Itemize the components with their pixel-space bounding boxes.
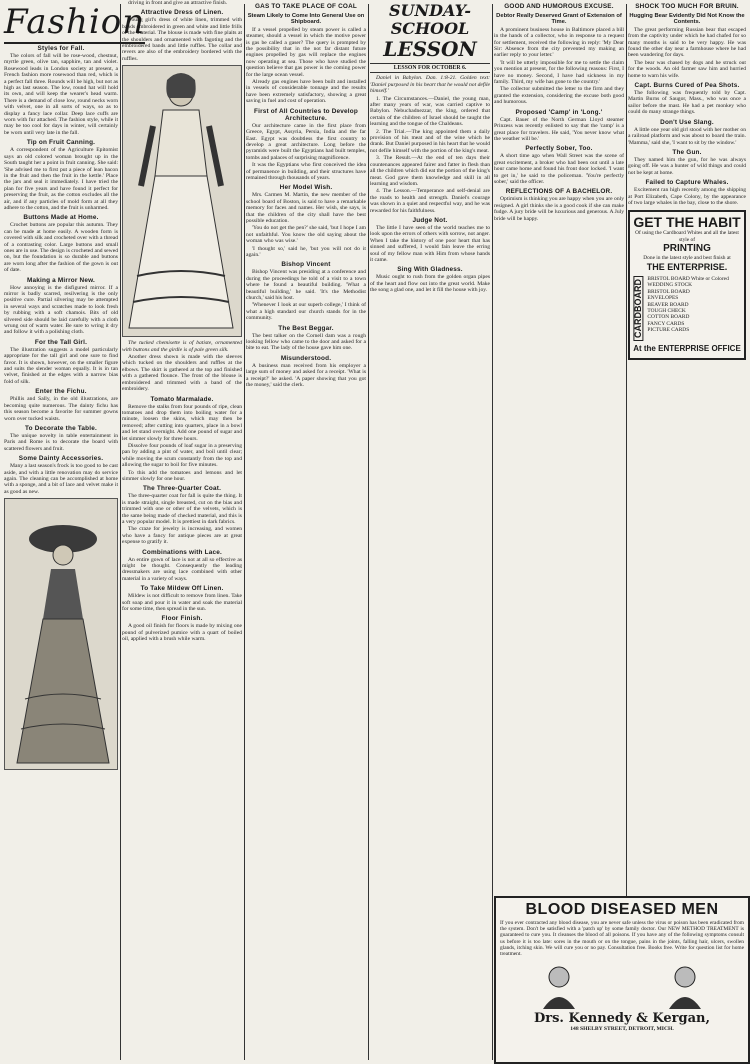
gas-body: If a vessel propelled by steam power is called a steamer, should a vessel in which the motive power is gas be called a gaser? The query is prompted by the possibility that in the not far distant future engines propelled by gas will replace the engines now operating at sea. Those who have studied the question believe that gas power is the coming power for the large ocean vessel.: [246, 26, 366, 78]
gas-heading: GAS TO TAKE PLACE OF COAL: [254, 3, 358, 10]
stock-list: [647, 276, 728, 341]
tomato-heading: Tomato Marmalade.: [150, 395, 214, 403]
linen-dress-heading: Attractive Dress of Linen.: [140, 9, 224, 17]
mirror-body: How annoying is the disfigured mirror. If a mirror is badly scarred, resilvering is the only positive cure. Partial silvering may be attempted in several ways and scratches made to look fresh by rubbing with a soft chamois. Bits of old silvered side should be laid carefully with a cloth wrung out of warm water. Be sure to wring it dry and follow it with a polishing cloth.: [4, 284, 118, 336]
stock-item: BEAVER BOARD: [647, 301, 689, 308]
tip-body: A correspondent of the Agriculture Epitomist says an old colored woman brought up in the South taught her a point in fruit canning. She said: 'She advised me to first put a piece of lean bacon in the fruit and then the fruit in the kettle.' Place the jars and seal it immediately. I have tried the plan for five years and have found it perfect for preserving the fruit, as the cotton excludes all the air, and if any particles of mold form at all they adhere to the cotton, and the fruit is unharmed.: [4, 147, 118, 211]
camp-heading: Proposed 'Camp' in 'Long.': [515, 108, 603, 116]
printing-headline: PRINTING: [663, 242, 711, 254]
fashion-logo: Fashion: [4, 2, 146, 42]
lace-heading: Combinations with Lace.: [142, 548, 222, 556]
lesson-body-3: 3. The Result.—At the end of ten days their countenances appeared fairer and fatter in flesh than all the children which did eat the portion of the king's meat. God gave them knowledge and skill in all learning and wisdom.: [370, 155, 490, 187]
sober-heading: Perfectly Sober, Too.: [525, 145, 593, 153]
girl-dress-icon: [123, 66, 241, 334]
lace-body: An entire gown of lace is not at all so effective as might be thought. Consequently the leading dressmakers are using lace combined with other material in a variety of ways.: [122, 556, 242, 582]
shock-heading: SHOCK TOO MUCH FOR BRUIN.: [635, 3, 739, 10]
tall-girl-body: The illustration suggests a model particularly appropriate for the tall girl and one sure to find favor. It is shown, however, on the smaller figure and suits the slender woman equally. It is in tan velvet, finished at the edges with a narrow bias fold of silk.: [4, 346, 118, 385]
model-wish-heading: Her Model Wish.: [279, 184, 333, 192]
blood-diseased-ad: [494, 896, 750, 1064]
styles-heading: Styles for Fall.: [37, 45, 85, 52]
column-six: [628, 0, 746, 892]
linen-dress-body: Young girl's dress of white linen, trimmed with bands embroidered in green and white and little frills of the material. The blouse is made with fine plaits at the shoulders and ornamented with fagoting and the embroidered bands and little ruffles. The collar and revers are also of the embroidery bordered with the ruffles.: [122, 17, 242, 62]
sing-body: Music ought to rush from the golden organ pipes of the heart and flow out into the great world. Make the song a glad one, and let it fill the house with joy.: [370, 274, 490, 294]
fichu-body: Phillis and Sally, in the old illustrations, are becoming quite numerous. The dainty fichu has this season become a favorite for summer gowns worn over tucked waists.: [4, 396, 118, 422]
top-body: driving in front and give an attractive finish.: [128, 0, 228, 6]
model-wish-body: Mrs. Carmen M. Martin, the new member of the school board of Boston, is said to have a remarkable memory for faces and names. Her wish, she says, is that the children of the city shall have the best possible education.: [246, 192, 366, 224]
decorate-body: The unique novelty in table entertainment in Paris and Rome is to decorate the board with scattered flowers and fruit.: [4, 432, 118, 452]
stock-item: COTTON BOARD: [647, 314, 690, 321]
model-wish-body-2: 'You do not get the pen?' she said, 'but I hope I am not unfaithful. You know the old saying about the woman who was wise.': [246, 225, 366, 245]
camp-body: Capt. Bauer of the North German Lloyd steamer Prinzess was recently enlisted to say that the 'camp' is a great place for travelers. He said, 'You never know what the weather will be.': [494, 116, 624, 142]
dissolve-body: Dissolve four pounds of loaf sugar in a preserving pan by adding a pint of water, and boil until clear; while moving the scum constantly from the top and allowing the sugar to boil for five minutes.: [122, 442, 242, 469]
doctors-address: 148 SHELBY STREET, DETROIT, MICH.: [570, 1026, 674, 1033]
reflections-heading: REFLECTIONS OF A BACHELOR.: [505, 188, 613, 196]
mildew-body: Mildew is not difficult to remove from linen. Take soft soap and pour it in water and soak the material for some time, then spread in the sun.: [122, 593, 242, 613]
bishop-heading: Bishop Vincent: [281, 261, 331, 269]
floor-body: A good oil finish for floors is made by mixing one pound of pulverized pumice with a quart of boiled oil, applied with a brush while warm.: [122, 623, 242, 643]
gun-heading: The Gun.: [672, 148, 702, 156]
column-two: [122, 0, 242, 1064]
capt-heading: Capt. Burns Cured of Pea Shots.: [634, 82, 740, 90]
beggar-body: The best talker on the Cornell dam was a rough looking fellow who came to the door and asked for a bite to eat. The lady of the house gave him one.: [246, 332, 366, 352]
slang-body: A little one year old girl stood with her mother on a railroad platform and was about to board the train. 'Mamma,' said she, 'I want to sit by the window.': [628, 126, 746, 146]
gun-body: They named him the gun, for he was always going off. He was a hunter of wild things and could not be kept at home.: [628, 156, 746, 176]
portrait-icon: [665, 961, 705, 1009]
column-rule: [244, 4, 245, 1060]
dainty-heading: Some Dainty Accessories.: [18, 455, 104, 463]
logo-bottom-line: LESSON: [383, 37, 477, 61]
misunderstood-body: A business man received from his employer a large sum of money and asked for a receipt. 'What is a receipt?' he asked. 'A paper showing that you got the money,' said the clerk.: [246, 362, 366, 389]
sunday-school-logo: [370, 2, 490, 60]
misunderstood-heading: Misunderstood.: [280, 354, 332, 362]
architecture-heading: First of All Countries to Develop Architecture.: [253, 107, 358, 122]
stock-item: WEDDING STOCK: [647, 282, 693, 289]
doctors-name: Drs. Kennedy & Kergan,: [533, 1011, 710, 1027]
caption: The tucked chemisette is of batiste, ornamented with buttons and the girdle is of pale green silk.: [122, 340, 242, 353]
decorate-heading: To Decorate the Table.: [25, 424, 97, 432]
lesson-body-2: 2. The Trial.—The king appointed them a daily provision of his meat and of the wine which he drank. But Daniel purposed in his heart that he would not defile himself with the portion of the king's meat.: [370, 128, 490, 154]
portrait-icon: [539, 961, 579, 1009]
blood-title: BLOOD DISEASED MEN: [525, 901, 719, 918]
styles-body: The colors of fall will be rose-wood, chestnut, myrtle green, olive tan, sapphire, tan and violet. Rosewood leads in London society at present, a French fashion more rosewood than red, which is a perfect fall three. Rounds will be high, but not as high as last season. The low, round hat will hold its own, and will keep the wearer's head warm. There is a demand of close low, round necks worn with velvet, one in all sorts of ways, so as to display a fancy lace collar. Deep lace cuffs are worn with fur attached. The fashion style, while it may be too cool for days in winter, will certainly be worn until very late in the fall.: [4, 53, 118, 136]
tall-girl-heading: For the Tall Girl.: [34, 338, 88, 346]
quarter-coat-heading: The Three-Quarter Coat.: [142, 485, 222, 493]
enterprise-text: Done in the latest style and best finish at: [643, 254, 731, 261]
woman-figure-icon: [5, 499, 117, 767]
shock-subheading: Hugging Bear Evidently Did Not Know the Contents.: [629, 13, 745, 26]
lesson-sub: Daniel in Babylon. Dan. 1:8-21. Golden text: 'Daniel purposed in his heart that he would not defile himself.': [370, 75, 490, 95]
stock-item: BRISTOL BOARD: [647, 288, 690, 295]
column-five: [494, 0, 624, 892]
lesson-body-4: 4. The Lesson.—Temperance and self-denial are the roads to health and strength. Daniel's courage was shown in a quiet and respectful way, and he was rewarded for his faithfulness.: [370, 188, 490, 214]
beggar-heading: The Best Beggar.: [278, 324, 334, 332]
sober-body: A short time ago when Wall Street was the scene of great excitement, a broker who had been out until a late hour came home and found his front door locked. 'I want to get in,' he said to the policeman. 'You're perfectly sober,' said the officer.: [494, 153, 624, 185]
mildew-heading: To Take Mildew Off Linen.: [140, 585, 224, 593]
reflections-body: Optimism is thinking you are happy when you are only resigned. A girl thinks she is a good cook if she can make fudge. A jury bride will be luxurious and generous. A July bride will be happy.: [494, 196, 624, 222]
dress-illustration: [122, 65, 242, 337]
stock-item: ENVELOPES: [647, 295, 679, 302]
stock-item: PICTURE CARDS: [647, 327, 690, 334]
sunday-school-column: [370, 0, 490, 1064]
stock-item: BRISTOL BOARD White or Colored: [647, 275, 729, 282]
enterprise-headline: THE ENTERPRISE.: [646, 261, 728, 272]
sing-heading: Sing With Gladness.: [397, 266, 463, 274]
shock-body-2: The bear was chased by dogs and he struck out for the woods. An old farmer saw him and hurried home to warn his wife.: [628, 59, 746, 79]
column-rule: [120, 4, 121, 1060]
architecture-body: Our architecture came in the first place from Greece, Egypt, Assyria, Persia, India and the far East. Egypt was doubtless the first country to develop a great architecture. Long before the pyramids were built the Egyptians had built temples, tombs and palaces of surprising magnificence.: [246, 122, 366, 161]
printing-ad: [628, 210, 746, 360]
cardboard-list: [633, 276, 741, 341]
tomato-more: To this add the tomatoes and lemons and let simmer slowly for one hour.: [122, 469, 242, 482]
bishop-body: Bishop Vincent was presiding at a conference and during the proceedings he told of a visit to a town where he found a beautiful building. 'What a beautiful building,' he said. 'It's the Methodist church,' said his host.: [246, 269, 366, 302]
lesson-body: 1. The Circumstances.—Daniel, the young man, after many years of war, was carried captive to Babylon. Nebuchadnezzar, the king, ordered that certain of the children of Israel should be taught the learning and the tongue of the Chaldeans.: [370, 95, 490, 128]
humor-body-3: The collector submitted the letter to the firm and they granted the extension, considering the excuse both good and humorous.: [494, 86, 624, 106]
logo-top-line: SUNDAY-SCHOOL: [388, 1, 472, 38]
lesson-date: LESSON FOR OCTOBER 6.: [370, 63, 490, 73]
column-rule: [492, 4, 493, 1060]
capt-body: The following was frequently told by Capt. Martin Burns of Saugor, Mass., who was once a sailor before the mast. He had a pet monkey who could do many strange things.: [628, 90, 746, 116]
cardboard-label: CARDBOARD: [633, 276, 643, 341]
fichu-heading: Enter the Fichu.: [35, 388, 87, 396]
judge-heading: Judge Not.: [412, 216, 448, 224]
tip-heading: Tip on Fruit Canning.: [26, 139, 96, 147]
stock-item: TOUGH CHECK: [647, 307, 686, 314]
buttons-heading: Buttons Made at Home.: [23, 214, 99, 222]
whales-body: Excitement ran high recently among the shipping at Port Elizabeth, Cape Colony, by the appearance of two large whales in the bay, close to the shore.: [628, 187, 746, 206]
habit-text: Of using the Cardboard Whites and all the latest style of: [635, 230, 739, 243]
humor-heading: GOOD AND HUMOROUS EXCUSE.: [504, 3, 614, 10]
gas-subheading: Steam Likely to Come Into General Use on Shipboard.: [247, 13, 365, 26]
caption-body: Another dress shown is made with the sleeves which tucked on the shoulders and ruffles at the elbows. The skirt is gathered at the top and finished with a gathered flounce. The front of the blouse is embroidered and trimmed with a band of the embroidery.: [122, 354, 242, 393]
humor-body-2: 'It will be utterly impossible for me to settle the claim you mention at present, for the following reasons: First, I have no money. Second, I have had sickness in my family. Third, my wife has gone to the country.': [494, 59, 624, 86]
get-habit-headline: GET THE HABIT: [633, 214, 741, 231]
tomato-body: Remove the stalks from four pounds of ripe, clean tomatoes and drop them into boiling water for a minute, loosen the skins, which may then be removed; after cutting into quarters, place in a bowl and let stand overnight. Add one pound of sugar and let simmer slowly for three hours.: [122, 403, 242, 442]
fashion-column: [4, 0, 146, 1064]
architecture-body-2: It was the Egyptians who first conceived the idea of permanence in building, and their structures have remained through thousands of years.: [246, 162, 366, 181]
jewelry-body: The craze for jewelry is increasing, and women who have a fancy for antique pieces are at great expense to gratify it.: [122, 526, 242, 546]
column-rule: [368, 4, 369, 1060]
slang-heading: Don't Use Slang.: [660, 118, 714, 126]
fashion-illustration: [4, 498, 118, 770]
bishop-body-2: 'Whenever I look at our superb college,' I think of what a high standard our church stands for in the community.: [246, 302, 366, 322]
portraits: [496, 961, 748, 1009]
humor-body: A prominent business house in Baltimore placed a bill in the hands of a collector, who in response to a request for settlement, received the following in reply: 'My Dear Sir: Absence from the city prevented my making an earlier reply to your letter.': [494, 26, 624, 59]
shock-body: The great performing Russian bear that escaped from the captivity under which he had chafed for so many months is said to be very happy. He was found the other day near a farmhouse where he had been wandering for days.: [628, 26, 746, 59]
buttons-body: Crochet buttons are popular this autumn. They can be made at home easily. A wooden form is covered with silk and crocheted over with a thread of a contrasting color. Large buttons and small ones are in use. The design is crocheted and sewed on, but the foundation is so durable and buttons are worn long after the fashion of the gown is out of date.: [4, 222, 118, 274]
column-three: [246, 0, 366, 1064]
floor-heading: Floor Finish.: [161, 615, 203, 623]
stock-item: FANCY CARDS: [647, 320, 685, 327]
judge-body: The little I have seen of the world teaches me to look upon the errors of others with sorrow, not anger. When I take the history of one poor heart that has sinned and suffered, I would fain leave the erring soul of my fellow man with Him from whose hands it came.: [370, 224, 490, 263]
whales-heading: Failed to Capture Whales.: [645, 179, 729, 187]
blood-body: If you ever contracted any blood disease, you are never safe unless the virus or poison has been eradicated from the system. Don't be satisfied with a 'patch up' by some family doctor. Our NEW METHOD TREATMENT is guaranteed to cure you. It cleanses the blood of all poisons. If you have any of the following symptoms consult us before it is too late: sores in the mouth or on the tongue, pains in the joints, falling hair, ulcers, swollen glands, itching skin. We will cure you or no pay. Consultation free. Books free. Write for question list for home treatment.: [500, 920, 744, 958]
gas-body-2: Already gas engines have been built and installed in vessels of considerable tonnage and the results have been extremely satisfactory, showing a great saving in fuel and cost of operation.: [246, 79, 366, 105]
mirror-heading: Making a Mirror New.: [26, 276, 96, 284]
humor-subheading: Debtor Really Deserved Grant of Extension of Time.: [496, 13, 622, 26]
dainty-body: Many a last season's frock is too good to be cast aside, and with a little renovation may do service again. The cleaning can be accomplished at home with a sponge, and a bit of lace and velvet make it as good as new.: [4, 463, 118, 495]
quarter-coat-body: The three-quarter coat for fall is quite the thing. It is made straight, single breasted, cut on the bias and trimmed with one or other of the velvets, which is the same being made of checked material, and this is a very popular model. It is prettiest in dark fabrics.: [122, 493, 242, 525]
model-wish-body-3: 'I thought so,' said he, 'but you will not do it again.': [246, 245, 366, 258]
enterprise-office: At the ENTERPRISE OFFICE: [633, 343, 741, 353]
